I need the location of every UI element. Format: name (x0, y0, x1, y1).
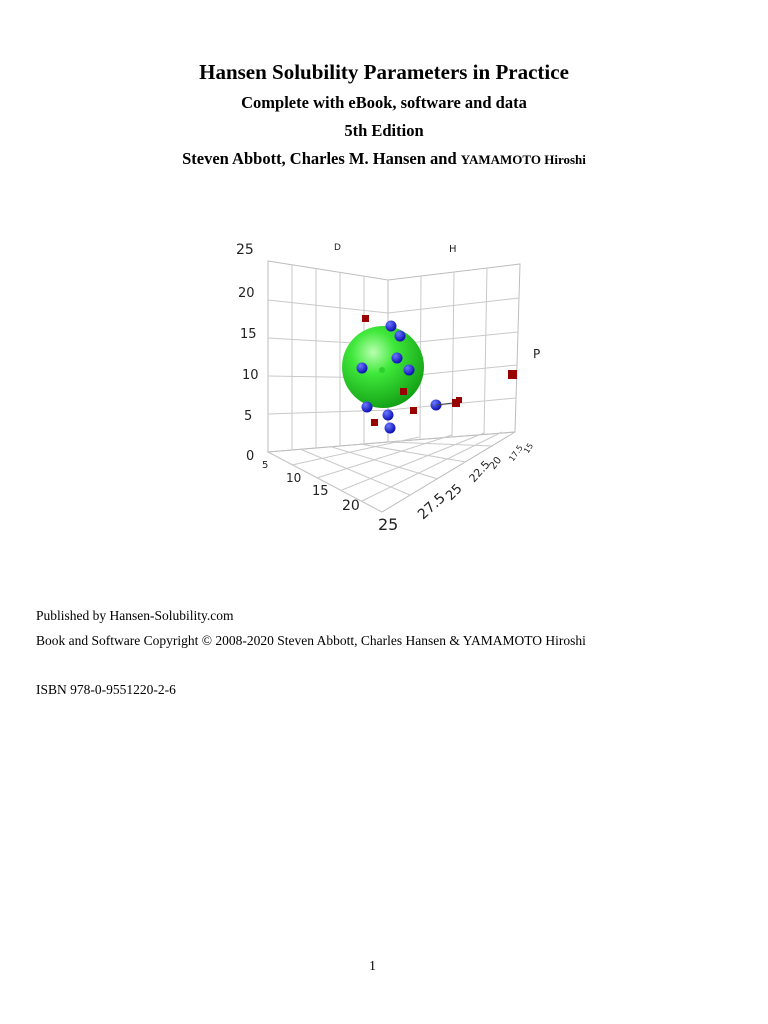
bad-solvent-point (508, 370, 517, 379)
bad-solvent-point (410, 407, 417, 414)
book-title: Hansen Solubility Parameters in Practice (199, 60, 569, 84)
tick-label: 5 (262, 460, 269, 471)
tick-label: 25 (378, 515, 399, 534)
book-subtitle: Complete with eBook, software and data (241, 93, 527, 112)
axis-label-d: D (334, 243, 341, 253)
good-solvent-point (362, 402, 373, 413)
bad-solvent-point (400, 388, 407, 395)
tick-label: 15 (522, 441, 536, 456)
tick-label: 22.5 (466, 458, 493, 486)
tick-label: 25 (443, 481, 466, 504)
tick-label: 20 (238, 286, 255, 301)
tick-label: 25 (236, 242, 254, 258)
axis-label-h: H (449, 244, 457, 255)
good-solvent-point (385, 423, 396, 434)
hsp-3d-plot-figure (230, 236, 546, 536)
copyright-line: Book and Software Copyright © 2008-2020 Steven Abbott, Charles Hansen & YAMAMOTO Hiroshi (36, 633, 586, 648)
left-floor-axis-ticks (262, 460, 398, 534)
author-names: Steven Abbott, Charles M. Hansen and (182, 149, 457, 168)
bad-solvent-point (456, 397, 462, 403)
tick-label: 15 (312, 484, 329, 499)
isbn-line: ISBN 978-0-9551220-2-6 (36, 682, 176, 697)
tick-label: 20 (342, 498, 360, 514)
good-solvent-point (392, 353, 403, 364)
publisher-line: Published by Hansen-Solubility.com (36, 608, 234, 623)
vertical-axis-ticks (236, 242, 259, 464)
tick-label: 17.5 (507, 443, 525, 464)
tick-label: 10 (286, 471, 302, 485)
axis-label-p: P (533, 347, 541, 361)
good-solvent-point (386, 321, 397, 332)
good-solvent-point (404, 365, 415, 376)
good-solvent-point (383, 410, 394, 421)
author-name-last: YAMAMOTO Hiroshi (460, 152, 586, 167)
bad-solvent-point (362, 315, 369, 322)
good-solvent-point (357, 363, 368, 374)
tick-label: 0 (246, 449, 255, 464)
hsp-3d-plot (230, 236, 546, 536)
page-number: 1 (369, 958, 376, 973)
tick-label: 20 (487, 455, 505, 472)
author-line (0, 149, 768, 169)
tick-label: 27.5 (414, 490, 449, 523)
bad-solvent-point (371, 419, 378, 426)
tick-label: 15 (240, 327, 257, 342)
tick-label: 5 (244, 409, 253, 424)
tick-label: 10 (242, 368, 259, 383)
good-solvent-point (395, 331, 406, 342)
bad-solvent-points-back (362, 315, 369, 322)
edition-label: 5th Edition (344, 121, 424, 140)
sphere-center-point (379, 367, 385, 373)
